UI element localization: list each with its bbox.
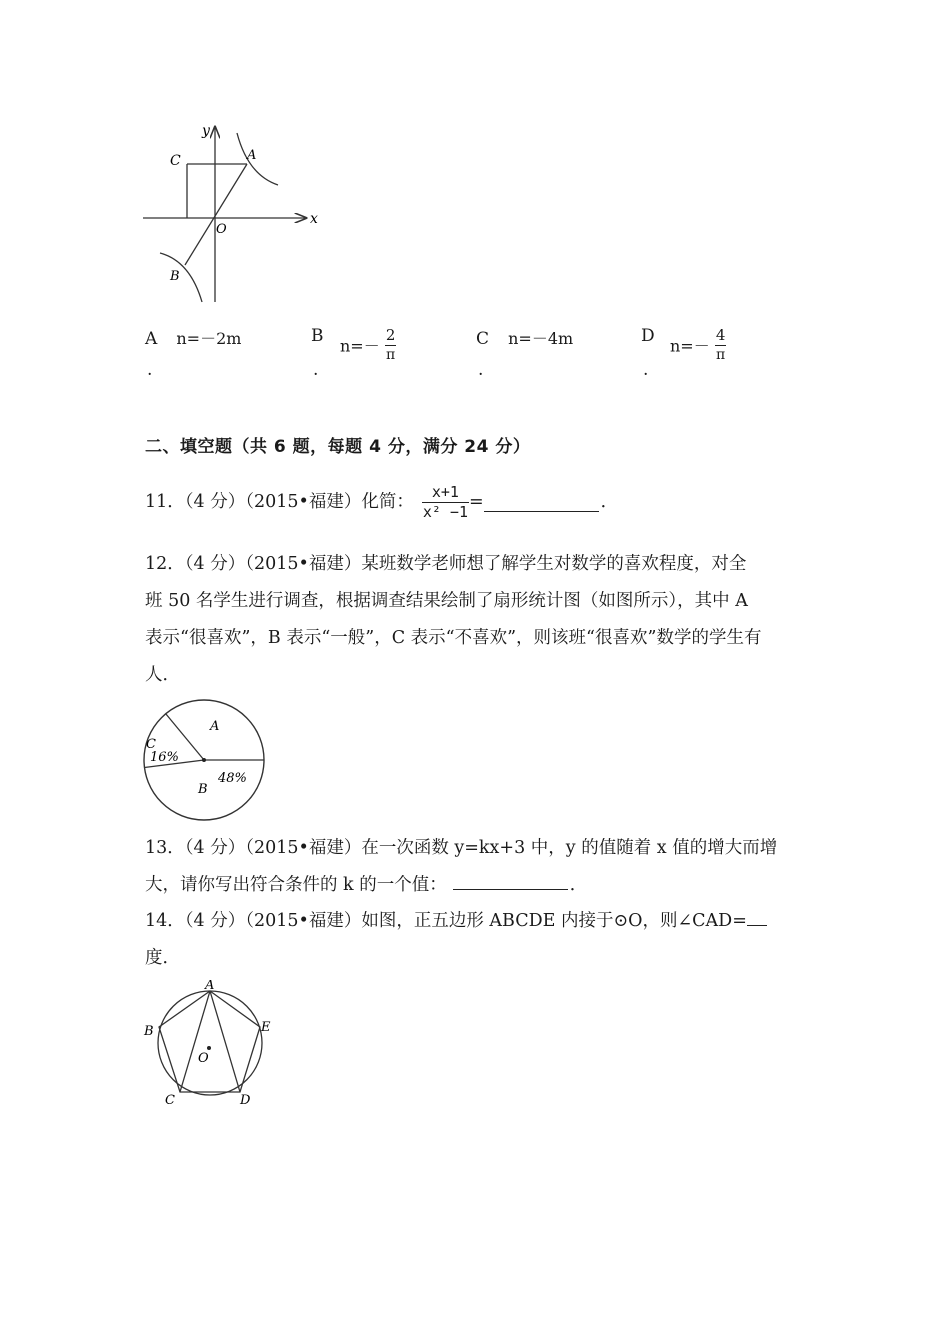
option-text: n=－2m <box>176 329 242 348</box>
fraction <box>385 328 397 362</box>
option-letter: C <box>476 329 490 349</box>
label-x: x <box>310 211 318 227</box>
option-letter: B <box>311 326 324 346</box>
label-b: B <box>170 269 180 284</box>
option-letter: D <box>641 326 655 346</box>
denominator: π <box>715 347 726 363</box>
denominator: π <box>385 347 396 363</box>
slice-percent-b: 48% <box>218 771 247 786</box>
slice-label-a: A <box>210 719 220 734</box>
hyperbola-upper <box>237 133 278 185</box>
fraction <box>715 328 727 362</box>
label-a: A <box>205 980 215 993</box>
option-dot: . <box>147 360 153 380</box>
option-c[interactable] <box>476 326 573 349</box>
question-12-line: 12．（4 分）（2015•福建）某班数学老师想了解学生对数学的喜欢程度，对全 <box>145 554 747 574</box>
numerator: x+1 <box>431 483 459 501</box>
label-d: D <box>240 1093 251 1108</box>
numerator: 2 <box>385 326 396 344</box>
option-letter: A <box>145 329 158 349</box>
equals-sign: = <box>468 492 484 512</box>
question-14-line-2: 度． <box>145 948 180 968</box>
option-prefix: n=－ <box>670 336 710 356</box>
answer-blank[interactable] <box>747 907 767 926</box>
center-point <box>207 1046 211 1050</box>
option-a[interactable] <box>145 326 241 349</box>
line-ad <box>210 991 240 1092</box>
question-14 <box>145 903 767 977</box>
question-14-text: 14．（4 分）（2015•福建）如图，正五边形 ABCDE 内接于⊙O，则∠CAD= <box>145 911 747 931</box>
question-12 <box>145 546 761 694</box>
question-12-line: 班 50 名学生进行调查，根据调查结果绘制了扇形统计图（如图所示），其中 A <box>145 591 748 611</box>
question-12-line: 表示“很喜欢”，B 表示“一般”，C 表示“不喜欢”，则该班“很喜欢”数学的学生有 <box>145 628 762 648</box>
pie-chart <box>140 696 270 826</box>
period: ． <box>569 875 588 895</box>
q11-fraction <box>422 485 469 520</box>
option-d-value <box>670 328 726 362</box>
question-11-lead: 11．（4 分）（2015•福建）化简： <box>145 492 414 512</box>
circumcircle <box>158 991 262 1095</box>
label-c: C <box>165 1093 175 1108</box>
option-prefix: n=－ <box>340 336 380 356</box>
period: ． <box>600 492 619 512</box>
option-d[interactable] <box>641 326 655 346</box>
label-e: E <box>261 1020 271 1035</box>
question-13-line-2 <box>145 867 777 904</box>
section-title: 二、填空题（共 6 题，每题 4 分，满分 24 分） <box>145 437 531 457</box>
option-text: n=－4m <box>508 329 574 348</box>
option-b-value <box>340 328 396 362</box>
question-11 <box>145 484 618 521</box>
label-o: O <box>198 1051 209 1066</box>
pentagon-figure <box>140 980 280 1110</box>
numerator: 4 <box>715 326 726 344</box>
option-dot: . <box>478 360 484 380</box>
answer-blank[interactable] <box>484 493 599 512</box>
option-dot: . <box>313 360 319 380</box>
line-ac <box>180 991 210 1092</box>
label-y: y <box>202 123 210 139</box>
hyperbola-lower <box>160 253 202 302</box>
pie-center <box>202 758 206 762</box>
answer-blank[interactable] <box>453 871 568 890</box>
question-13-line: 13．（4 分）（2015•福建）在一次函数 y=kx+3 中，y 的值随着 x 值的增大而增 <box>145 838 778 858</box>
label-c: C <box>170 153 181 169</box>
line-ab <box>185 164 247 265</box>
slice-percent-c: 16% <box>150 750 179 765</box>
question-13 <box>145 830 777 904</box>
question-12-line: 人． <box>145 665 180 685</box>
question-14-line <box>145 903 767 940</box>
slice-label-b: B <box>198 782 208 797</box>
slice-label-c: C <box>146 737 156 752</box>
label-b: B <box>144 1024 154 1039</box>
denominator: x² −1 <box>422 503 468 521</box>
label-o: O <box>216 222 227 237</box>
question-13-text: 大，请你写出符合条件的 k 的一个值： <box>145 875 447 895</box>
option-b[interactable] <box>311 326 324 346</box>
option-dot: . <box>643 360 649 380</box>
coordinate-figure <box>130 115 330 310</box>
label-a: A <box>247 148 257 163</box>
